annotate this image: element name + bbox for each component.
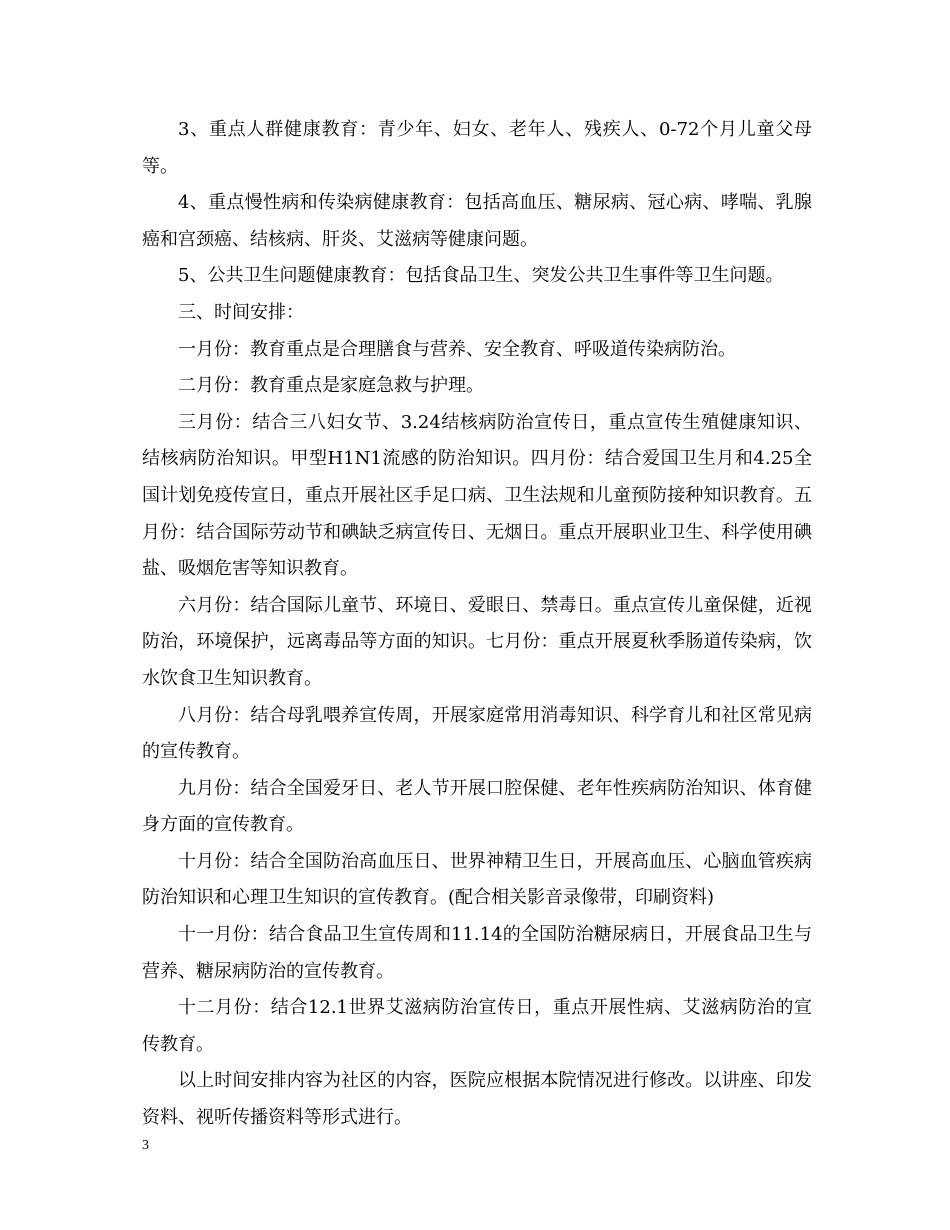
page-number: 3 bbox=[142, 1138, 149, 1153]
paragraph-september: 九月份：结合全国爱牙日、老人节开展口腔保健、老年性疾病防治知识、体育健身方面的宣传教育。 bbox=[142, 777, 812, 836]
paragraph-february: 二月份：教育重点是家庭急救与护理。 bbox=[178, 375, 484, 397]
paragraph-january: 一月份：教育重点是合理膳食与营养、安全教育、呼吸道传染病防治。 bbox=[178, 338, 736, 360]
section-heading-schedule: 三、时间安排： bbox=[178, 301, 304, 323]
paragraph-october: 十月份：结合全国防治高血压日、世界神精卫生日，开展高血压、心脑血管疾病防治知识和心理卫生知识的宣传教育。(配合相关影音录像带，印刷资料) bbox=[142, 850, 812, 909]
paragraph-november: 十一月份：结合食品卫生宣传周和11.14的全国防治糖尿病日，开展食品卫生与营养、糖尿病防治的宣传教育。 bbox=[142, 924, 812, 982]
paragraph-march-may: 三月份：结合三八妇女节、3.24结核病防治宣传日，重点宣传生殖健康知识、结核病防治知识。甲型H1N1流感的防治知识。四月份：结合爱国卫生月和4.25全国计划免疫传宣日，重点开展社区手足口病、卫生法规和儿童预防接种知识教育。五月份：结合国际劳动节和碘缺乏病宣传日、无烟日。重点开展职业卫生、科学使用碘盐、吸烟危害等知识教育。 bbox=[142, 411, 812, 580]
paragraph-august: 八月份：结合母乳喂养宣传周，开展家庭常用消毒知识、科学育儿和社区常见病的宣传教育。 bbox=[142, 704, 812, 763]
paragraph-chronic-diseases: 4、重点慢性病和传染病健康教育：包括高血压、糖尿病、冠心病、哮喘、乳腺癌和宫颈癌、结核病、肝炎、艾滋病等健康问题。 bbox=[142, 192, 812, 250]
paragraph-key-groups: 3、重点人群健康教育：青少年、妇女、老年人、残疾人、0-72个月儿童父母等。 bbox=[142, 119, 812, 177]
paragraph-public-health: 5、公共卫生问题健康教育：包括食品卫生、突发公共卫生事件等卫生问题。 bbox=[178, 265, 784, 287]
document-body bbox=[142, 112, 812, 1137]
paragraph-december: 十二月份：结合12.1世界艾滋病防治宣传日，重点开展性病、艾滋病防治的宣传教育。 bbox=[142, 997, 812, 1055]
paragraph-closing-note: 以上时间安排内容为社区的内容，医院应根据本院情况进行修改。以讲座、印发资料、视听传播资料等形式进行。 bbox=[142, 1070, 812, 1129]
paragraph-june-july: 六月份：结合国际儿童节、环境日、爱眼日、禁毒日。重点宣传儿童保健，近视防治，环境保护，远离毒品等方面的知识。七月份：重点开展夏秋季肠道传染病，饮水饮食卫生知识教育。 bbox=[142, 594, 812, 689]
